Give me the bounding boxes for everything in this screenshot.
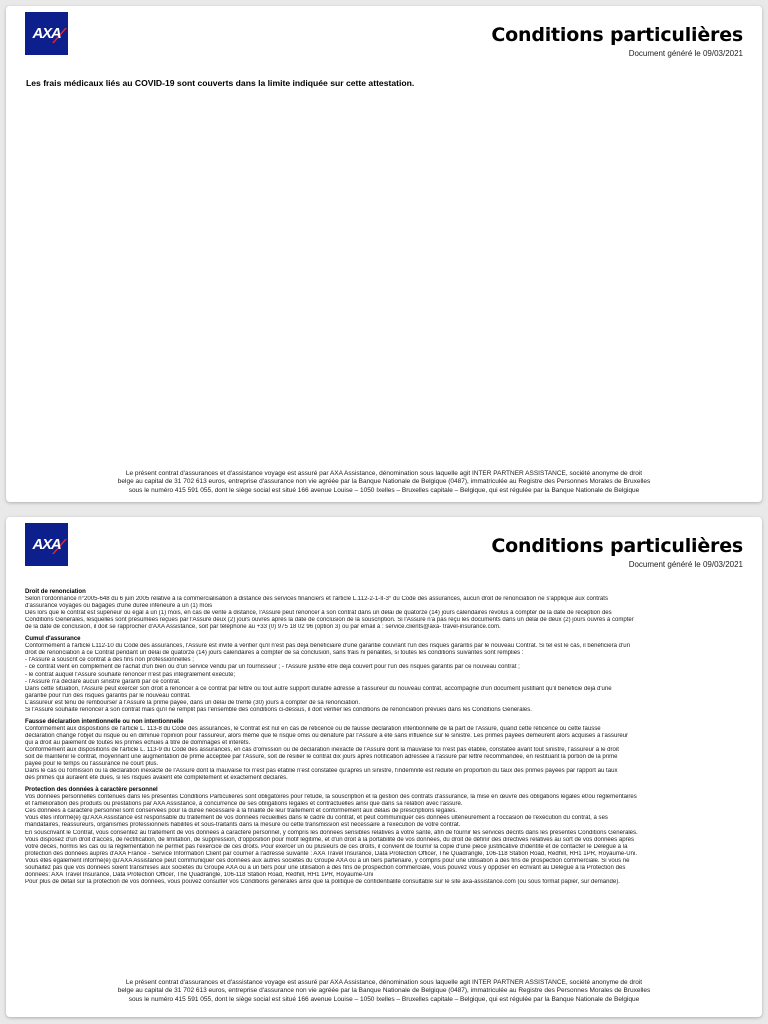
section-protection-donnees <box>25 787 742 886</box>
section-line: de la date de conclusion, il doit se rapprocher d'AXA Assistance, soit par téléphone au +33 (0) 975 18 02 96 (option 3) ou par email à : service.clients@axa- travel-insurance.com. <box>25 624 501 631</box>
section-line: Vous êtes également informé(e) qu'AXA Assistance peut communiquer ces données aux autres sociétés du Groupe AXA ou à un tiers partenaire, y compris pour une utilisation à des fins de prospection commerciale. Si vous ne <box>25 857 630 864</box>
footer-line: sous le numéro 415 591 055, dont le siège social est situé 166 avenue Louise – 1050 Ixelles – Bruxelles capitale – Belgique, qui est régulée par la Banque Nationale de Belgique <box>128 486 640 494</box>
page-title: Conditions particulières <box>491 535 743 557</box>
section-line: payée pour le temps où l'assurance ne court plus. <box>25 761 159 768</box>
section-title: Cumul d'assurance <box>25 636 81 643</box>
section-line: - l'Assuré n'a déclaré aucun sinistre garanti par ce contrat. <box>25 678 181 685</box>
section-line: votre décès, hormis les cas où la réglementation ne permet pas l'exercice de ces droits. Pour exercer un ou plusieurs de ces droits, il convient de fournir la copie d'une pièce justificative d'identité et de contacter le Délégué à la <box>25 843 628 850</box>
section-line: Dès lors que le contrat est supérieur ou égal à un (1) mois, en cas de vente à distance, l'Assuré peut renoncer à son contrat dans un délai de quatorze (14) jours calendaires révolus à compter de la date de réception des <box>25 610 612 617</box>
axa-logo <box>25 523 68 566</box>
section-line: Pour plus de détail sur la protection de vos données, vous pouvez consulter vos Conditions générales ainsi que la politique de confidentialité consultable sur le site axa-assistance.com (ou sous format papier, sur demande). <box>25 879 620 886</box>
logo-text: AXA <box>32 25 61 42</box>
section-line: Ces données à caractère personnel sont conservées pour la durée nécessaire à la finalité de leur traitement et conformément aux délais de prescriptions légales. <box>25 808 457 815</box>
section-line: Conditions Générales, lesquelles sont présumées reçues par l'Assuré deux (2) jours ouvrés après la date de conclusion de la souscription. Si l'Assuré n'a pas reçu les documents dans un délai de deux (2) jours ouvrés à compter <box>25 617 634 624</box>
conditions-content <box>25 589 742 891</box>
section-line: données: AXA Travel Insurance, Data Protection Officer, The Quadrangle, 106-118 Station Road, Redhill, RH1 1PR, Royaume-Uni <box>25 872 374 879</box>
section-line: Vous disposez d'un droit d'accès, de rectification, de limitation, de suppression, d'opposition pour motif légitime, et d'un droit à la portabilité de vos données, du droit de définir des directives relatives au sort de vos données après <box>25 836 634 843</box>
footer <box>46 470 722 495</box>
section-line: - ce contrat vient en complément de l'achat d'un bien ou d'un service vendu par un fournisseur ; - l'Assuré justifie être déjà couvert pour l'un des risques garantis par ce nouveau contrat ; <box>25 664 520 671</box>
section-line: Conformément aux dispositions de l'article L. 113-8 du Code des assurances, le Contrat est nul en cas de réticence ou de fausse déclaration intentionnelle de la part de l'Assuré, quand cette réticence ou cette fausse <box>25 725 601 732</box>
logo-text: AXA <box>32 536 61 553</box>
section-line: protection des données auprès d'AXA France - Service Information Client par courrier à l'adresse suivante : AXA Travel Insurance, Data Protection Officer, The Quadrangle, 106-118 Station Road, Redhill, RH1 1PR, Royaume-Uni. <box>25 850 638 857</box>
section-title: Droit de renonciation <box>25 589 86 595</box>
section-line: Conformément aux dispositions de l'article L. 113-9 du Code des assurances, en cas d'omission ou de déclaration inexacte de l'Assuré dont la mauvaise foi n'est pas établie, constatée avant tout sinistre, l'assureur a le droit <box>25 746 619 753</box>
section-line: d'assurance voyages ou bagages d'une durée inférieure à un (1) mois <box>25 603 213 610</box>
section-line: et l'amélioration des produits ou prestations par AXA Assistance, à concurrence de ses obligations légales et contractuelles ainsi que dans sa relation avec l'assuré. <box>25 801 463 808</box>
section-line: Vous êtes informé(e) qu'AXA Assistance est responsable du traitement de vos données recueillies dans le cadre du contrat, et peut communiquer ces données ultérieurement à l'occasion de l'exécution du contrat, à ses <box>25 815 608 822</box>
document-page-2 <box>6 517 762 1017</box>
footer-line: Le présent contrat d'assurances et d'assistance voyage est assuré par AXA Assistance, dénomination sous laquelle agit INTER PARTNER ASSISTANCE, société anonyme de droit <box>125 979 643 986</box>
section-line: Dans cette situation, l'Assuré peut exercer son droit à renoncer à ce contrat par lettre ou tout autre support durable adressé à l'assureur du nouveau contrat, accompagné d'un document justifiant qu'il bénéficie déjà d'une <box>25 685 612 692</box>
section-line: soit de maintenir le contrat, moyennant une augmentation de prime acceptée par l'Assuré, soit de résilier le contrat dix jours après notification adressée à l'assuré par lettre recommandée, en restituant la portion de la prime <box>25 754 618 761</box>
footer-line: belge au capital de 31 702 613 euros, entreprise d'assurance non vie agréée par la Banque Nationale de Belgique (0487), immatriculée au Registre des Personnes Morales de Bruxelles <box>117 478 651 486</box>
section-droit-de-renonciation <box>25 589 742 632</box>
section-line: garantie pour l'un des risques garantis par le nouveau contrat. <box>25 692 191 699</box>
footer-line: belge au capital de 31 702 613 euros, entreprise d'assurance non vie agréée par la Banque Nationale de Belgique (0487), immatriculée au Registre des Personnes Morales de Bruxelles <box>117 987 651 995</box>
section-line: L'assureur est tenu de rembourser à l'Assuré la prime payée, dans un délai de trente (30) jours à compter de sa renonciation. <box>25 699 361 706</box>
section-line: qui a droit au paiement de toutes les primes échues à titre de dommages et intérêts. <box>25 739 251 746</box>
footer-line: Le présent contrat d'assurances et d'assistance voyage est assuré par AXA Assistance, dénomination sous laquelle agit INTER PARTNER ASSISTANCE, société anonyme de droit <box>125 470 643 477</box>
section-line: Selon l'ordonnance n°2005-648 du 6 juin 2005 relative à la commercialisation à distance des services financiers et l'article L.112-2-1-II-3° du Code des assurances, aucun droit de renonciation ne s'applique aux contrats <box>25 596 608 603</box>
covid-note: Les frais médicaux liés au COVID-19 sont couverts dans la limite indiquée sur cette attestation. <box>26 78 415 88</box>
section-line: - le contrat auquel l'Assuré souhaite renoncer n'est pas intégralement exécuté; <box>25 671 236 678</box>
section-line: des primes qui auraient été dues, si les risques avaient été complètement et exactement déclarés. <box>25 775 288 782</box>
footer <box>46 979 722 1004</box>
section-line: droit de renonciation à ce Contrat pendant un délai de quatorze (14) jours calendaires à compter de sa conclusion, sans frais ni pénalités, si toutes les conditions suivantes sont remplies : <box>25 650 524 657</box>
section-line: Si l'Assuré souhaite renoncer à son contrat mais qu'il ne remplit pas l'ensemble des conditions ci-dessus, il doit vérifier les conditions de renonciation prévues dans les Conditions Générales. <box>25 707 532 713</box>
section-line: En souscrivant le Contrat, vous consentez au traitement de vos données à caractère personnel, y compris les données sensibles relatives à votre santé, afin de fournir les services décrits dans les présentes Conditions Générales. <box>25 829 638 836</box>
section-title: Protection des données à caractère personnel <box>25 786 158 793</box>
document-page-1 <box>6 6 762 502</box>
generated-date: Document généré le 09/03/2021 <box>628 560 743 569</box>
page-title: Conditions particulières <box>491 24 743 46</box>
footer-line: sous le numéro 415 591 055, dont le siège social est situé 166 avenue Louise – 1050 Ixelles – Bruxelles capitale – Belgique, qui est régulée par la Banque Nationale de Belgique <box>128 995 640 1003</box>
section-line: souhaitez pas que vos données soient transmises aux sociétés du Groupe AXA ou à un tiers pour une utilisation à des fins de prospection commerciale, vous pouvez vous y opposer en écrivant au Délégué à la Protection des <box>25 864 626 871</box>
section-line: mandataires, réassureurs, organismes professionnels habilités et sous-traitants dans la mesure où cette transmission est nécessaire à l'exécution de votre contrat. <box>25 822 461 829</box>
section-line: Conformément à l'article L112-10 du Code des assurances, l'Assuré est invité à vérifier qu'il n'est pas déjà bénéficiaire d'une garantie couvrant l'un des risques garantis par le nouveau Contrat. Si tel est le cas, il bénéficiera d'un <box>25 643 630 650</box>
section-title: Fausse déclaration intentionnelle ou non intentionnelle <box>25 718 184 725</box>
axa-logo <box>25 12 68 55</box>
section-cumul-assurance <box>25 636 742 714</box>
section-line: - l'Assuré a souscrit ce contrat à des fins non professionnelles ; <box>25 657 194 664</box>
generated-date: Document généré le 09/03/2021 <box>628 49 743 58</box>
section-line: déclaration change l'objet du risque ou en diminue l'opinion pour l'assureur, alors même que le risque omis ou dénaturé par l'Assuré a été sans influence sur le sinistre. Les primes payées demeurent alors acquises à l'assureur <box>25 732 629 739</box>
section-line: Vos données personnelles contenues dans les présentes Conditions Particulières sont obligatoires pour l'étude, la souscription et la gestion des contrats d'assurance, la mise en œuvre des obligations légales et/ou réglementaires <box>25 794 637 801</box>
section-line: Dans le cas où l'omission ou la déclaration inexacte de l'Assuré dont la mauvaise foi n'est pas établie n'est constatée qu'après un sinistre, l'indemnité est réduite en proportion du taux des primes payées par rapport au taux <box>25 768 618 775</box>
section-fausse-declaration <box>25 719 742 783</box>
